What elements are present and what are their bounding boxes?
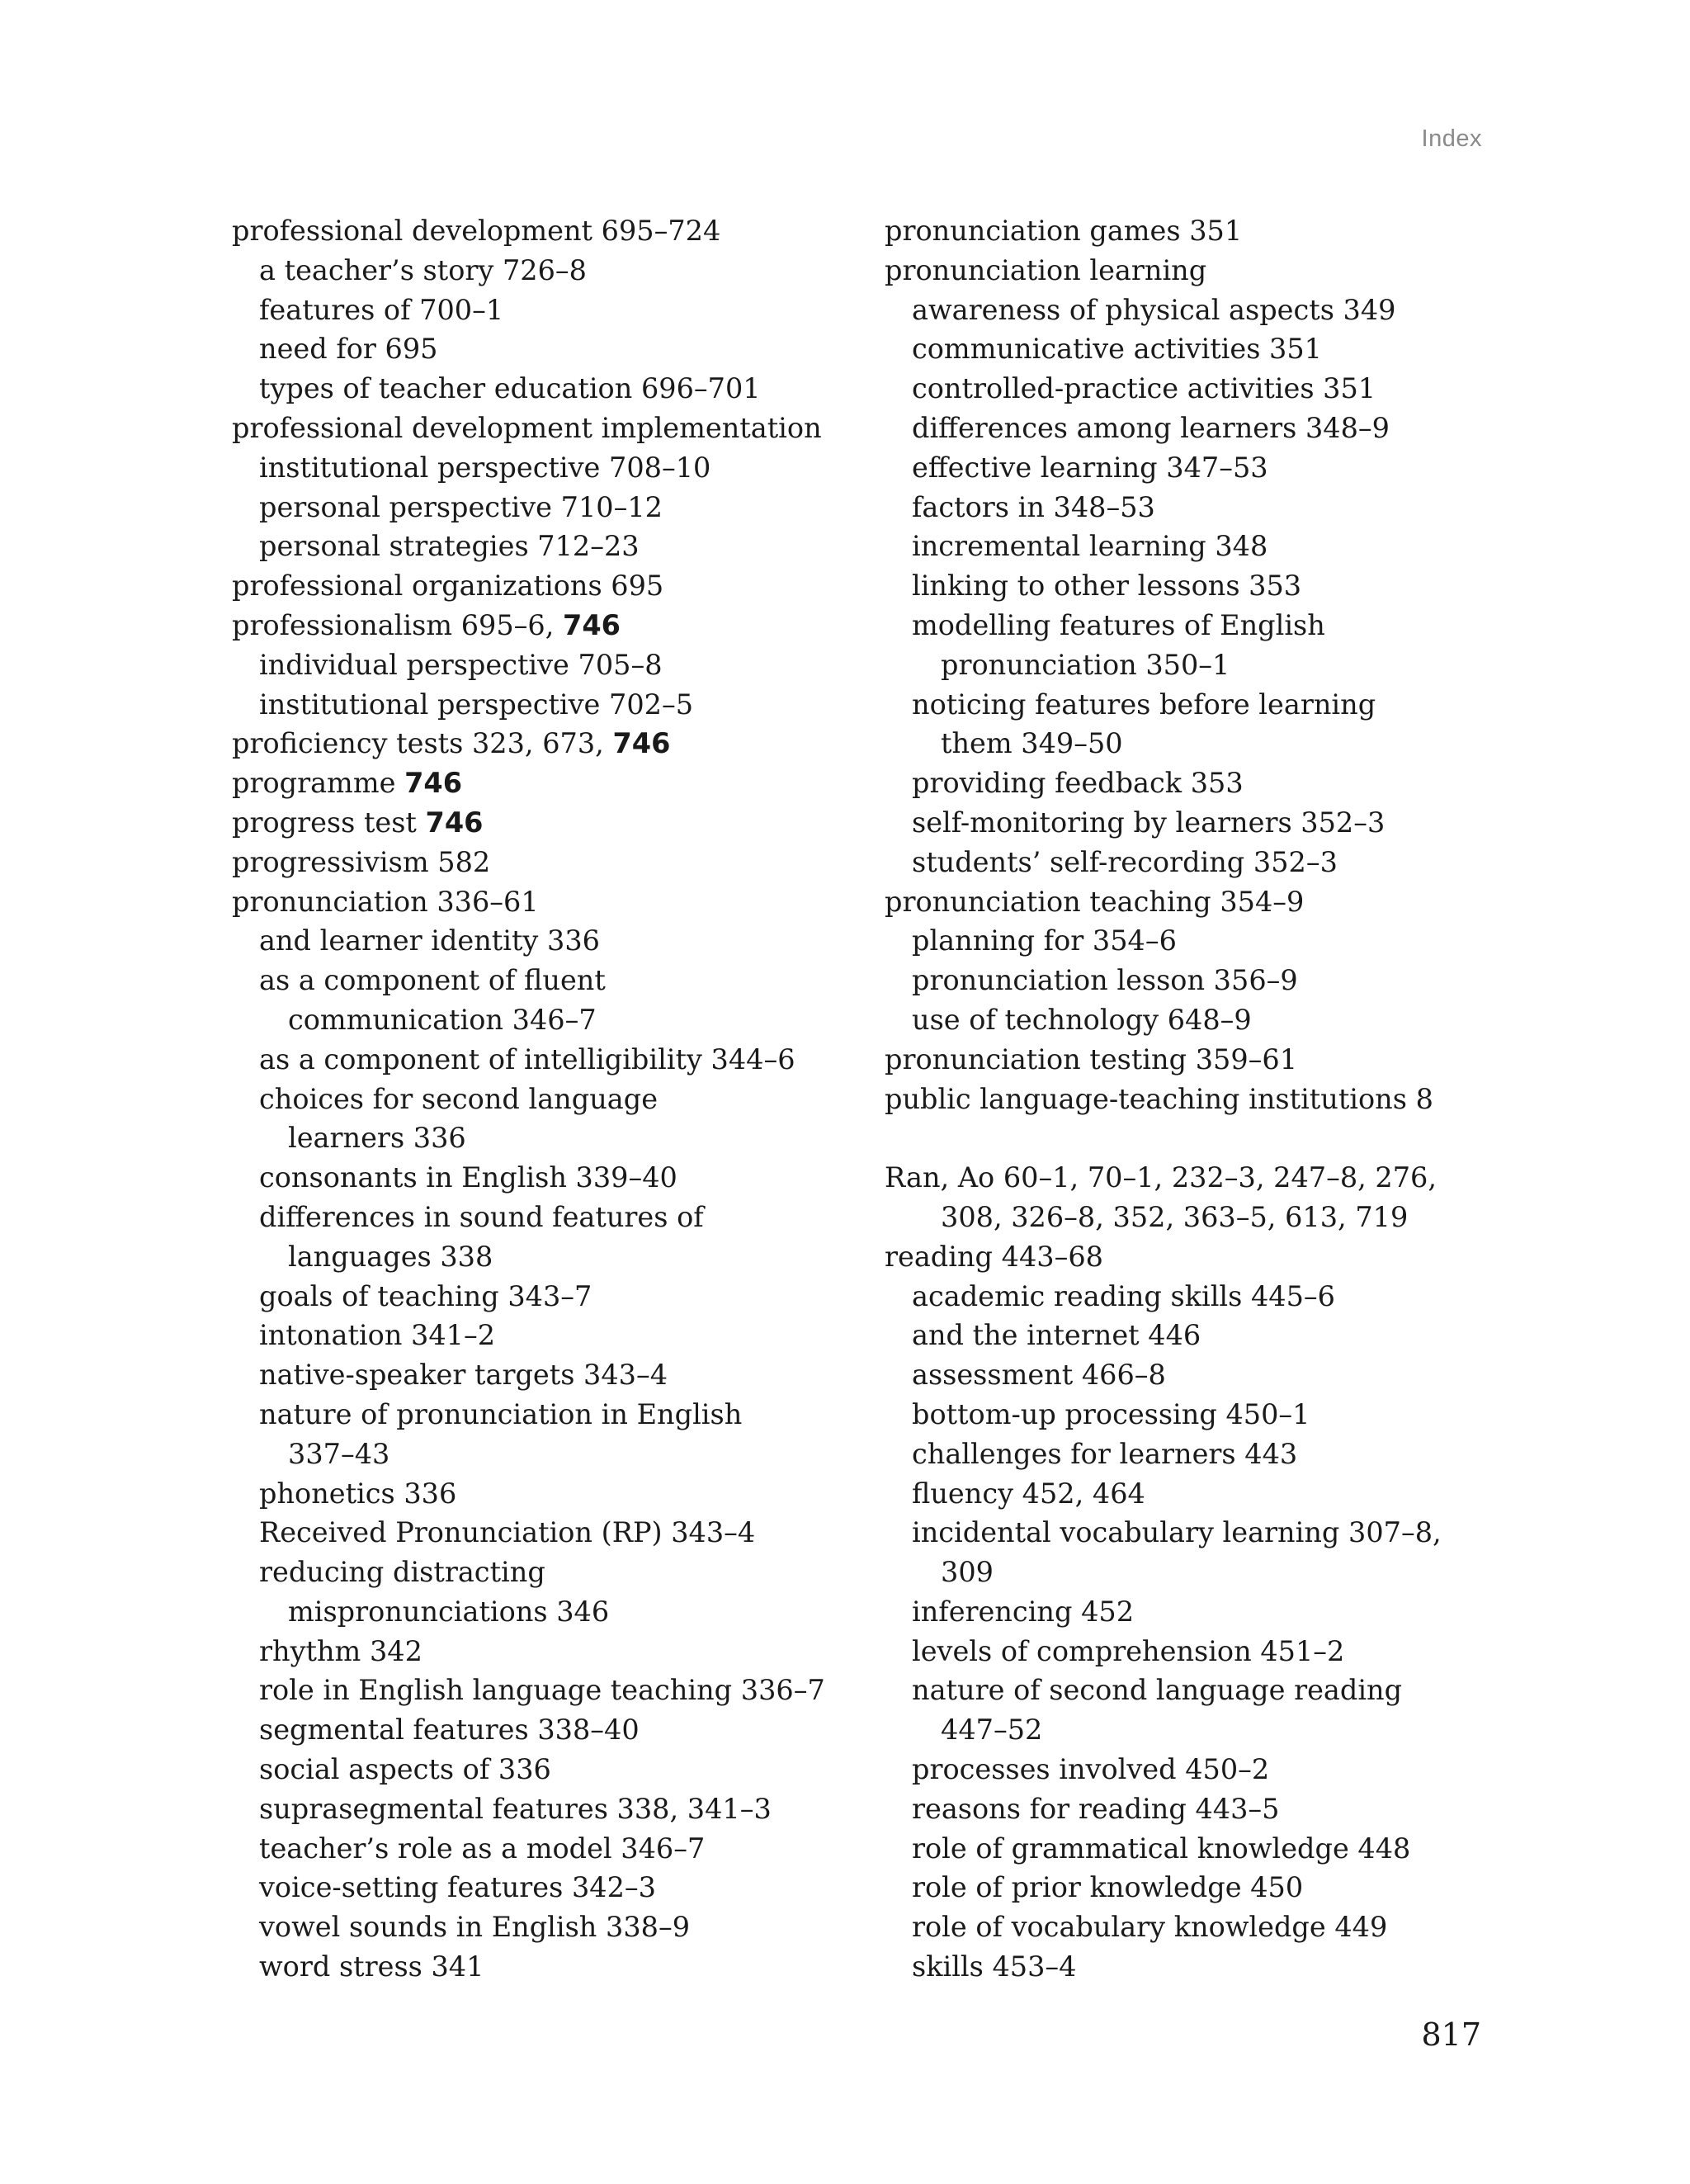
index-entry-bold-page: 746 (563, 608, 621, 641)
index-entry-text: 447–52 (941, 1714, 1043, 1747)
index-entry-text: inferencing 452 (912, 1595, 1135, 1628)
index-subentry (885, 685, 1495, 725)
index-entry-text: processes involved 450–2 (912, 1753, 1270, 1786)
index-entry-text: role of grammatical knowledge 448 (912, 1832, 1411, 1865)
index-entry-text: skills 453–4 (912, 1950, 1077, 1983)
index-subentry (232, 1277, 859, 1317)
index-entry-bold-page: 746 (425, 806, 484, 839)
index-entry-text: them 349–50 (941, 727, 1123, 760)
index-entry-text: need for 695 (259, 333, 438, 366)
index-subentry (885, 1789, 1495, 1829)
index-subentry (885, 1592, 1495, 1632)
index-entry-text: 309 (941, 1556, 994, 1589)
index-subentry (885, 763, 1495, 803)
index-entry-text: self-monitoring by learners 352–3 (912, 806, 1386, 839)
index-subentry (885, 724, 1495, 763)
index-subentry (232, 1868, 859, 1907)
index-entry-text: pronunciation testing 359–61 (885, 1042, 1298, 1075)
index-entry-text: goals of teaching 343–7 (259, 1279, 592, 1312)
index-subentry (885, 645, 1495, 685)
index-entry-text: use of technology 648–9 (912, 1003, 1252, 1036)
index-subentry (232, 1118, 859, 1158)
index-entry-text: and learner identity 336 (259, 924, 600, 957)
index-entry-text: linking to other lessons 353 (912, 570, 1302, 603)
index-entry-text: differences among learners 348–9 (912, 411, 1390, 444)
index-entry-text: awareness of physical aspects 349 (912, 293, 1396, 326)
index-subentry (885, 1435, 1495, 1474)
index-subentry (885, 1000, 1495, 1040)
index-entry (232, 606, 859, 645)
index-entry-text: professional organizations 695 (232, 570, 664, 603)
index-subentry (885, 369, 1495, 409)
index-entry-text: pronunciation teaching 354–9 (885, 885, 1305, 918)
index-entry (885, 882, 1495, 922)
index-subentry (232, 1553, 859, 1592)
index-entry-text: social aspects of 336 (259, 1753, 551, 1786)
index-entry-text: students’ self-recording 352–3 (912, 845, 1338, 878)
index-section-gap (885, 1118, 1495, 1158)
index-entry (232, 803, 859, 843)
index-subentry (232, 527, 859, 566)
index-entry-text: planning for 354–6 (912, 924, 1177, 957)
index-entry-text: voice-setting features 342–3 (259, 1871, 656, 1904)
index-entry-text: consonants in English 339–40 (259, 1161, 677, 1194)
index-entry-text: progress test (232, 806, 426, 839)
index-subentry (885, 1829, 1495, 1869)
index-entry-text: progressivism 582 (232, 845, 491, 878)
index-subentry (885, 1395, 1495, 1435)
index-subentry (232, 1592, 859, 1632)
index-entry-text: as a component of intelligibility 344–6 (259, 1042, 795, 1075)
index-entry-bold-page: 746 (404, 767, 463, 800)
index-entry-text: communication 346–7 (288, 1003, 597, 1036)
index-subentry (232, 1040, 859, 1080)
index-subentry (232, 1789, 859, 1829)
index-entry-text: and the internet 446 (912, 1319, 1201, 1352)
index-entry (232, 566, 859, 606)
index-entry-text: institutional perspective 708–10 (259, 451, 711, 484)
index-entry-text: incremental learning 348 (912, 530, 1268, 563)
index-entry-text: institutional perspective 702–5 (259, 688, 694, 721)
index-subentry (232, 961, 859, 1000)
index-subentry (885, 1750, 1495, 1789)
index-subentry (232, 251, 859, 291)
index-subentry (232, 1237, 859, 1277)
index-entry (885, 1237, 1495, 1277)
index-entry-text: role in English language teaching 336–7 (259, 1674, 825, 1707)
index-subentry (232, 1947, 859, 1987)
index-subentry (232, 1000, 859, 1040)
index-entry-text: bottom-up processing 450–1 (912, 1397, 1310, 1430)
index-subentry (885, 1474, 1495, 1514)
index-subentry (885, 1316, 1495, 1355)
index-entry-text: incidental vocabulary learning 307–8, (912, 1516, 1442, 1549)
index-entry-text: a teacher’s story 726–8 (259, 253, 587, 286)
index-subentry (232, 1632, 859, 1671)
index-entry-text: intonation 341–2 (259, 1319, 496, 1352)
index-entry (232, 724, 859, 763)
index-subentry (885, 1632, 1495, 1671)
index-entry-text: pronunciation 350–1 (941, 648, 1230, 681)
index-subentry (232, 1198, 859, 1237)
index-entry-text: differences in sound features of (259, 1200, 704, 1233)
index-entry (885, 1040, 1495, 1080)
index-subentry (885, 329, 1495, 369)
index-subentry (885, 1868, 1495, 1907)
index-entry (885, 211, 1495, 251)
index-entry-text: academic reading skills 445–6 (912, 1279, 1335, 1312)
index-entry-text: phonetics 336 (259, 1477, 457, 1510)
index-entry-text: choices for second language (259, 1082, 659, 1115)
index-entry-text: role of vocabulary knowledge 449 (912, 1911, 1388, 1944)
index-subentry (232, 488, 859, 527)
index-entry-text: communicative activities 351 (912, 333, 1322, 366)
index-entry-text: providing feedback 353 (912, 767, 1244, 800)
index-subentry (885, 1277, 1495, 1317)
index-entry-text: native-speaker targets 343–4 (259, 1359, 668, 1392)
index-entry-text: fluency 452, 464 (912, 1477, 1145, 1510)
index-subentry (232, 1829, 859, 1869)
index-entry-text: learners 336 (288, 1122, 466, 1155)
index-entry-text: effective learning 347–53 (912, 451, 1268, 484)
index-entry-text: pronunciation games 351 (885, 215, 1243, 247)
index-subentry (885, 843, 1495, 882)
index-entry-text: segmental features 338–40 (259, 1714, 640, 1747)
page-number: 817 (1421, 2016, 1481, 2053)
index-entry-text: professional development implementation (232, 411, 822, 444)
index-entry-text: pronunciation 336–61 (232, 885, 539, 918)
index-entry-text: personal strategies 712–23 (259, 530, 640, 563)
index-entry-text: factors in 348–53 (912, 490, 1155, 523)
index-entry-text: Received Pronunciation (RP) 343–4 (259, 1516, 756, 1549)
index-entry-text: 337–43 (288, 1437, 390, 1470)
index-entry-text: modelling features of English (912, 608, 1325, 641)
index-entry-text: languages 338 (288, 1240, 493, 1273)
index-subentry (885, 961, 1495, 1000)
index-subentry (885, 921, 1495, 961)
index-entry-text: individual perspective 705–8 (259, 648, 663, 681)
index-entry-text: vowel sounds in English 338–9 (259, 1911, 691, 1944)
index-subentry (232, 1671, 859, 1710)
index-subentry (232, 1316, 859, 1355)
index-entry-text: teacher’s role as a model 346–7 (259, 1832, 706, 1865)
index-entry-text: Ran, Ao 60–1, 70–1, 232–3, 247–8, 276, (885, 1161, 1437, 1194)
index-subentry (885, 527, 1495, 566)
index-entry (232, 763, 859, 803)
index-subentry (232, 1513, 859, 1553)
index-entry-text: pronunciation learning (885, 253, 1207, 286)
index-entry-text: programme (232, 767, 405, 800)
index-subentry (885, 1947, 1495, 1987)
index-subentry (232, 1907, 859, 1947)
index-entry-text: role of prior knowledge 450 (912, 1871, 1304, 1904)
index-entry-text: types of teacher education 696–701 (259, 372, 761, 405)
index-subentry (232, 369, 859, 409)
index-subentry (885, 1710, 1495, 1750)
index-subentry (232, 1710, 859, 1750)
index-subentry (232, 291, 859, 330)
index-subentry (885, 803, 1495, 843)
index-entry (232, 882, 859, 922)
index-entry-text: reading 443–68 (885, 1240, 1103, 1273)
index-subentry (885, 409, 1495, 448)
index-entry-text: pronunciation lesson 356–9 (912, 964, 1298, 997)
index-subentry (232, 685, 859, 725)
index-entry (232, 843, 859, 882)
index-entry-text: 308, 326–8, 352, 363–5, 613, 719 (941, 1200, 1409, 1233)
index-subentry (232, 1395, 859, 1435)
index-subentry (885, 1907, 1495, 1947)
index-entry-text: proficiency tests 323, 673, (232, 727, 613, 760)
index-subentry (885, 448, 1495, 488)
index-entry-text: suprasegmental features 338, 341–3 (259, 1792, 772, 1825)
index-subentry (885, 606, 1495, 645)
index-subentry (232, 448, 859, 488)
index-entry-text: word stress 341 (259, 1950, 484, 1983)
index-subentry (232, 921, 859, 961)
index-subentry (885, 1553, 1495, 1592)
index-subentry (232, 1355, 859, 1395)
index-entry-text: as a component of fluent (259, 964, 606, 997)
index-entry-bold-page: 746 (612, 727, 671, 760)
index-entry-text: noticing features before learning (912, 688, 1376, 721)
index-entry (232, 409, 859, 448)
index-entry-text: mispronunciations 346 (288, 1595, 610, 1628)
index-entry-text: challenges for learners 443 (912, 1437, 1298, 1470)
index-entry-text: assessment 466–8 (912, 1359, 1166, 1392)
index-subentry (232, 645, 859, 685)
index-entry (885, 1158, 1495, 1198)
index-entry (885, 251, 1495, 291)
index-entry-text: nature of second language reading (912, 1674, 1403, 1707)
index-entry-text: professional development 695–724 (232, 215, 721, 247)
index-subentry (232, 329, 859, 369)
index-entry-text: public language-teaching institutions 8 (885, 1082, 1433, 1115)
index-entry-text: reasons for reading 443–5 (912, 1792, 1280, 1825)
index-subentry (232, 1080, 859, 1119)
index-subentry (885, 1198, 1495, 1237)
index-subentry (885, 1513, 1495, 1553)
index-subentry (885, 488, 1495, 527)
index-subentry (885, 566, 1495, 606)
index-entry-text: reducing distracting (259, 1556, 545, 1589)
index-column-right (885, 211, 1495, 1987)
index-subentry (885, 291, 1495, 330)
index-subentry (232, 1474, 859, 1514)
index-subentry (232, 1750, 859, 1789)
index-subentry (885, 1355, 1495, 1395)
index-entry-text: personal perspective 710–12 (259, 490, 663, 523)
index-entry-text: nature of pronunciation in English (259, 1397, 743, 1430)
index-entry-text: features of 700–1 (259, 293, 504, 326)
index-entry (885, 1080, 1495, 1119)
index-subentry (232, 1435, 859, 1474)
index-entry (232, 211, 859, 251)
index-entry-text: levels of comprehension 451–2 (912, 1634, 1345, 1667)
running-head: Index (1421, 125, 1482, 152)
index-subentry (885, 1671, 1495, 1710)
index-entry-text: rhythm 342 (259, 1634, 422, 1667)
index-entry-text: professionalism 695–6, (232, 608, 564, 641)
index-subentry (232, 1158, 859, 1198)
index-entry-text: controlled-practice activities 351 (912, 372, 1376, 405)
index-column-left (232, 211, 859, 1987)
